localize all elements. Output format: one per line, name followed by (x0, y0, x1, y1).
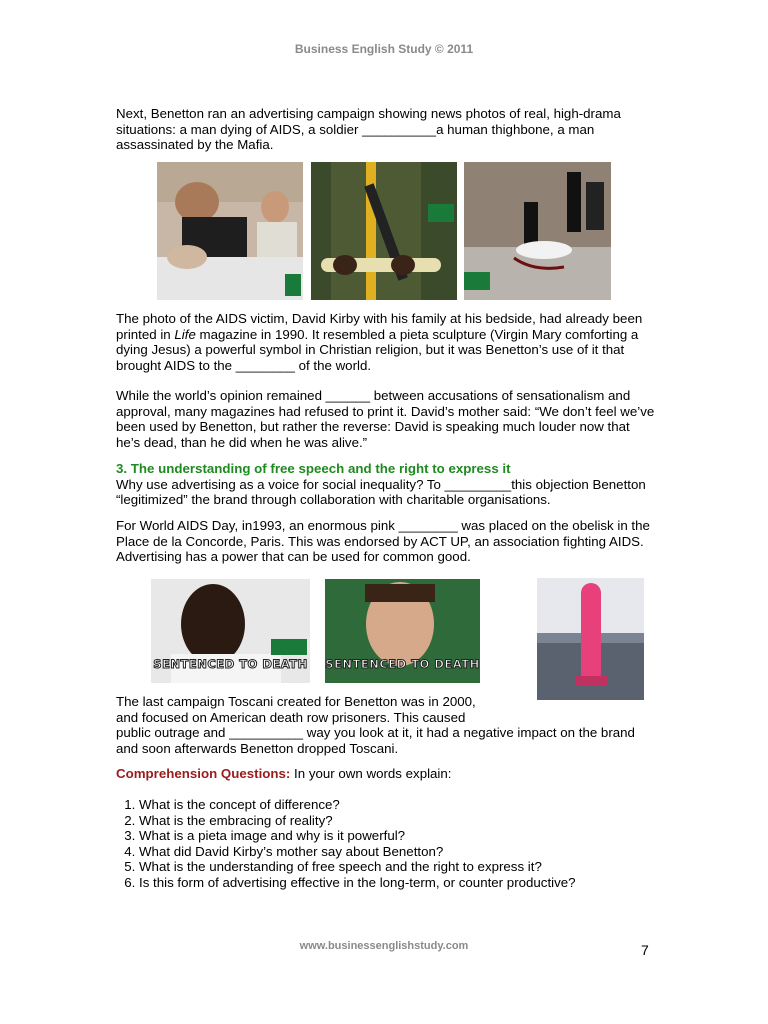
toscani-line-3: public outrage and __________ way you look at it, it had a negative impact on the brand and soon afterwards Benetton dropped Toscani. (116, 725, 635, 756)
aids-victim-photo (157, 162, 303, 300)
question-item: 2. What is the embracing of reality? (139, 813, 679, 829)
footer-url[interactable]: www.businessenglishstudy.com (299, 940, 469, 952)
comprehension-instruction: In your own words explain: (290, 766, 452, 781)
question-item: 3. What is a pieta image and why is it powerful? (139, 828, 679, 844)
page-number: 7 (641, 942, 649, 958)
aids-text-1: The photo of the AIDS victim, David Kirby with his family at his bedside, had already been printed in (116, 311, 643, 342)
aids-day-paragraph: For World AIDS Day, in1993, an enormous pink ________ was placed on the obelisk in the Place de la Concorde, Paris. This was endorsed by ACT UP, an association fighting AIDS. Advertising has a power that can be used for common good. (116, 518, 650, 564)
page-header: Business English Study © 2011 (294, 42, 474, 56)
section3-body: Why use advertising as a voice for social inequality? To _________this objection Benetton “legitimized” the brand through collaboration with charitable organisations. (116, 476, 646, 507)
life-magazine-title: Life (174, 326, 196, 342)
section3-heading: 3. The understanding of free speech and the right to express it (116, 461, 511, 476)
opinion-paragraph: While the world’s opinion remained ______ between accusations of sensationalism and approval, many magazines had refused to print it. David’s mother said: “We don’t feel we’ve been used by Benetton, but rather the reverse: David is speaking much louder now that he’s dead, than he did when he was alive.” (116, 388, 655, 450)
question-list (116, 797, 679, 891)
soldier-thighbone-photo (311, 162, 457, 300)
aids-text-2: magazine in 1990. It resembled a pieta sculpture (Virgin Mary comforting a dying Jesus) a powerful symbol in Christian religion, but it was Benetton’s use of it that brought AIDS to the ________ of the world. (116, 326, 639, 373)
question-item: 5. What is the understanding of free speech and the right to express it? (139, 859, 679, 875)
toscani-paragraph (116, 694, 656, 756)
death-row-prisoner-photo-1 (151, 579, 310, 683)
aids-paragraph (116, 311, 656, 373)
toscani-line-2: and focused on American death row prisoners. This caused (116, 709, 466, 725)
question-item: 4. What did David Kirby’s mother say about Benetton? (139, 844, 679, 860)
mafia-victim-photo (464, 162, 611, 300)
question-item: 6. Is this form of advertising effective in the long-term, or counter productive? (139, 875, 679, 891)
pink-obelisk-photo (537, 578, 644, 700)
section3-paragraph (116, 461, 656, 508)
question-item: 1. What is the concept of difference? (139, 797, 679, 813)
sentenced-stamp-2: SENTENCED TO DEATH (325, 657, 480, 671)
intro-paragraph: Next, Benetton ran an advertising campaign showing news photos of real, high-drama situations: a man dying of AIDS, a soldier __________a human thighbone, a man assassinated by the Mafia. (116, 106, 621, 152)
sentenced-stamp-1: SENTENCED TO DEATH (153, 657, 308, 671)
comprehension-label: Comprehension Questions: (116, 766, 291, 781)
comprehension-heading (116, 766, 656, 782)
toscani-line-1: The last campaign Toscani created for Benetton was in 2000, (116, 694, 476, 709)
death-row-prisoner-photo-2 (325, 579, 480, 683)
